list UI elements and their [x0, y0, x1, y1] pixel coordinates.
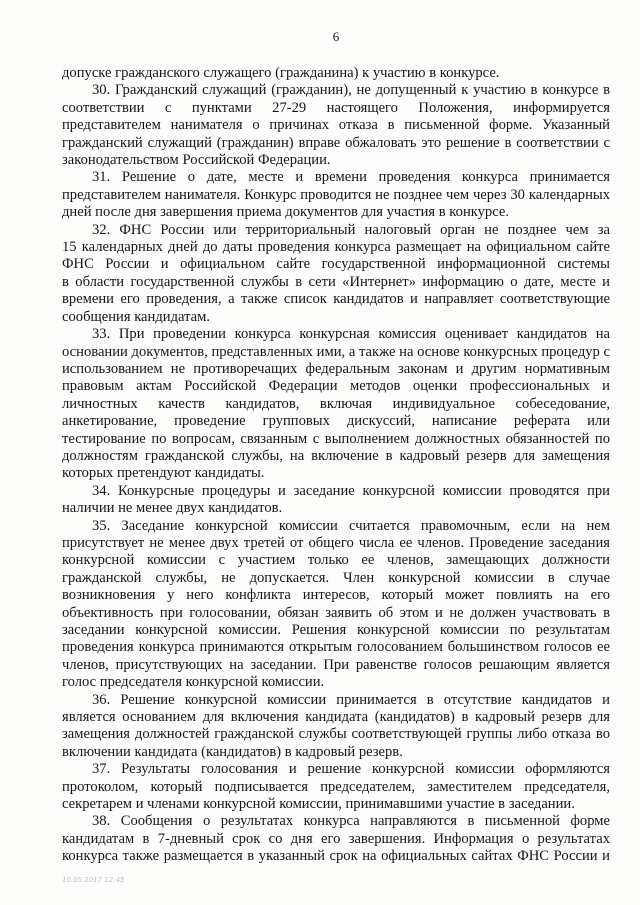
- text-line: наличии не менее двух кандидатов.: [62, 500, 283, 517]
- text-line: 34. Конкурсные процедуры и заседание конкурсной комиссии проводятся при: [92, 482, 610, 499]
- text-line: в области государственной службы в сети «Интернет» информацию о дате, месте и: [62, 273, 610, 290]
- text-line: проведения конкурса принимаются открытым голосованием большинством голосов ее: [62, 639, 610, 656]
- text-line: допуске гражданского служащего (гражданина) к участию в конкурсе.: [62, 65, 500, 81]
- text-line: тестирование по вопросам, связанным с выполнением должностных обязанностей по: [62, 430, 610, 447]
- text-line: представителем нанимателя. Конкурс проводится не позднее чем через 30 календарных: [62, 186, 610, 203]
- paragraph-32: [62, 222, 610, 326]
- paragraph-38: [62, 813, 610, 865]
- text-line: которых претендуют кандидаты.: [62, 465, 265, 482]
- text-line: голос председателя конкурсной комиссии.: [62, 674, 325, 691]
- text-line: 31. Решение о дате, месте и времени проведения конкурса принимается: [92, 169, 610, 186]
- text-line: основании документов, представленных ими, а также на основе конкурсных процедур с: [62, 343, 610, 360]
- paragraph-37: [62, 761, 610, 813]
- text-line: 33. При проведении конкурса конкурсная комиссия оценивает кандидатов на: [92, 326, 610, 343]
- text-line: гражданской службы, не допускается. Член конкурсной комиссии в случае: [62, 569, 610, 586]
- paragraph-35: [62, 518, 610, 692]
- text-line: правовым актам Российской Федерации методов оценки профессиональных и: [62, 378, 610, 395]
- text-line: 35. Заседание конкурсной комиссии считается правомочным, если на нем: [92, 517, 610, 534]
- text-line: дней после дня завершения приема документов для участия в конкурсе.: [62, 204, 510, 221]
- paragraph-36: [62, 692, 610, 762]
- text-line: является основанием для включения кандидата (кандидатов) в кадровый резерв для: [62, 709, 610, 726]
- text-line: присутствует не менее двух третей от общего числа ее членов. Проведение заседания: [62, 534, 610, 551]
- text-line: объективность при голосовании, обязан заявить об этом и не должен участвовать в: [62, 604, 610, 621]
- text-line: замещения должностей гражданской службы соответствующей группы либо отказа во: [62, 726, 610, 743]
- text-line: 15 календарных дней до даты проведения конкурса размещает на официальном сайте: [62, 239, 610, 256]
- text-line: возникновения у него конфликта интересов, который может повлиять на его: [62, 587, 610, 604]
- text-line: ФНС России и официальном сайте государственной информационной системы: [62, 256, 610, 273]
- text-line: личностных качеств кандидатов, включая индивидуальное собеседование,: [62, 395, 610, 412]
- text-line: секретарем и членами конкурсной комиссии, принимавшими участие в заседании.: [62, 796, 575, 813]
- paragraph-continuation: [62, 65, 610, 82]
- text-line: использованием не противоречащих федеральным законам и другим нормативным: [62, 360, 610, 377]
- text-line: включении кандидата (кандидатов) в кадровый резерв.: [62, 743, 403, 760]
- paragraph-30: [62, 82, 610, 169]
- text-line: гражданский служащий (гражданин) вправе обжаловать это решение в соответствии с: [62, 134, 610, 151]
- text-line: кандидатам в 7-дневный срок со дня его завершения. Информация о результатах: [62, 830, 610, 847]
- text-line: сообщения кандидатам.: [62, 308, 211, 325]
- text-line: должностям гражданской службы, на включение в кадровый резерв для замещения: [62, 447, 610, 464]
- document-body: [62, 65, 610, 866]
- text-line: заседании конкурсной комиссии. Решения конкурсной комиссии по результатам: [62, 622, 610, 638]
- page-number: 6: [332, 29, 340, 44]
- text-line: времени его проведения, а также список кандидатов и направляет соответствующие: [62, 291, 610, 308]
- text-line: протоколом, который подписывается председателем, заместителем председателя,: [62, 778, 610, 795]
- text-line: 30. Гражданский служащий (гражданин), не допущенный к участию в конкурсе в: [92, 82, 610, 99]
- text-line: представителем нанимателя о причинах отказа в письменной форме. Указанный: [62, 117, 610, 134]
- text-line: членов, присутствующих на заседании. При равенстве голосов решающим является: [62, 656, 610, 673]
- text-line: законодательством Российской Федерации.: [62, 152, 331, 169]
- text-line: 32. ФНС России или территориальный налоговый орган не позднее чем за: [92, 221, 610, 238]
- text-line: 37. Результаты голосования и решение конкурсной комиссии оформляются: [92, 761, 610, 778]
- text-line: 38. Сообщения о результатах конкурса направляются в письменной форме: [92, 813, 610, 830]
- print-timestamp: 10.05.2017 12:45: [62, 876, 125, 884]
- text-line: 36. Решение конкурсной комиссии принимается в отсутствие кандидатов и: [92, 691, 610, 708]
- text-line: соответствии с пунктами 27-29 настоящего Положения, информируется: [62, 99, 610, 116]
- paragraph-31: [62, 169, 610, 221]
- paragraph-33: [62, 326, 610, 483]
- text-line: анкетирование, проведение групповых дискуссий, написание реферата или: [62, 413, 610, 430]
- paragraph-34: [62, 483, 610, 518]
- text-line: конкурсной комиссии с участием только ее членов, замещающих должности: [62, 552, 610, 569]
- text-line: конкурса также размещается в указанный срок на официальных сайтах ФНС России и: [62, 848, 610, 865]
